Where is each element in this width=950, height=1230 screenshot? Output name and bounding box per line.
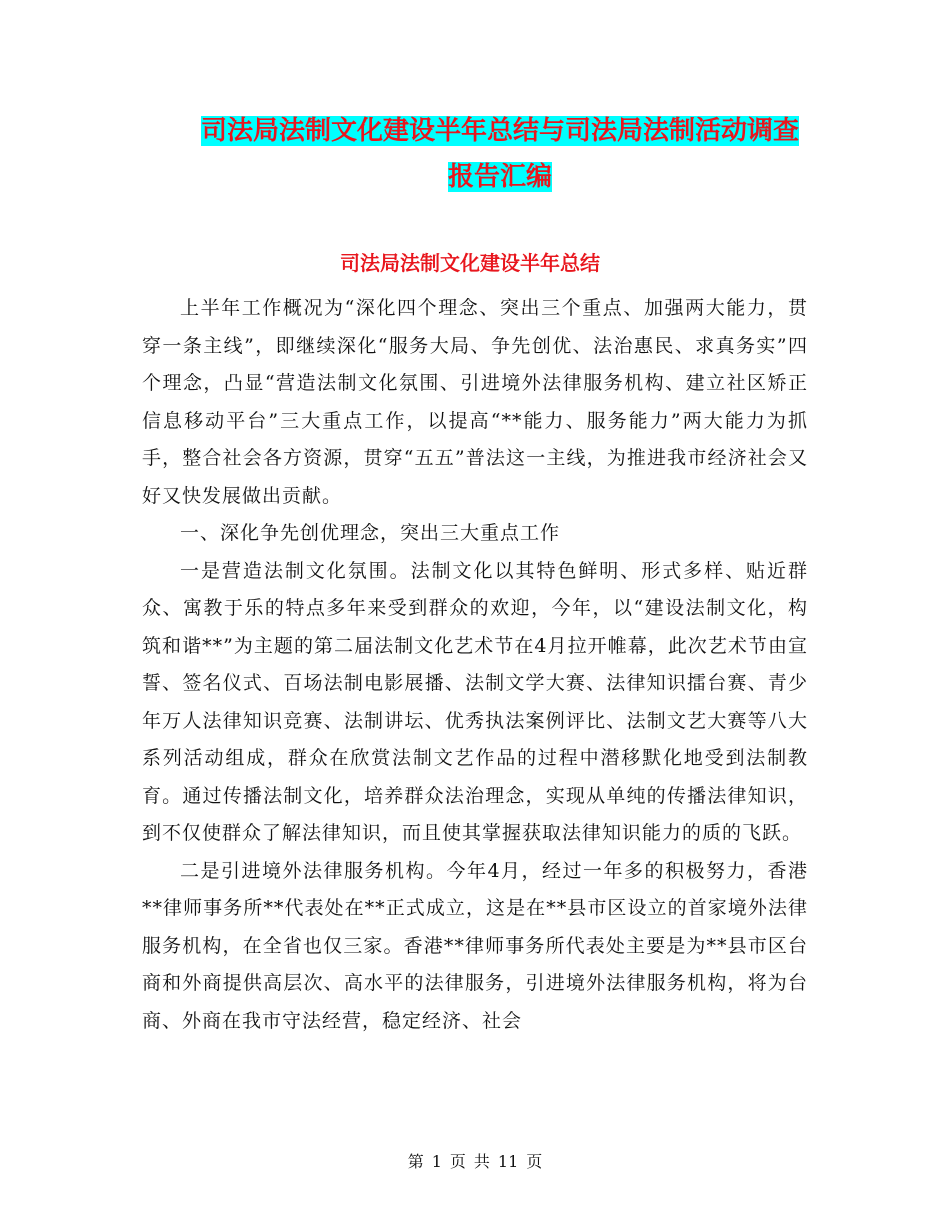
footer-total-pages: 11 (497, 1152, 519, 1171)
footer-page-mid: 页 (449, 1152, 466, 1171)
document-body (142, 290, 808, 1040)
document-title-line-1 (140, 108, 860, 154)
paragraph: 上半年工作概况为“深化四个理念、突出三个重点、加强两大能力，贯穿一条主线”，即继续深化“服务大局、争先创优、法治惠民、求真务实”四个理念，凸显“营造法制文化氛围、引进境外法律服务机构、建立社区矫正信息移动平台”三大重点工作，以提高“**能力、服务能力”两大能力为抓手，整合社会各方资源，贯穿“五五”普法这一主线，为推进我市经济社会又好又快发展做出贡献。 (142, 297, 808, 507)
footer-total-prefix: 共 (473, 1152, 490, 1171)
document-title (140, 108, 860, 200)
section-title: 司法局法制文化建设半年总结 (340, 251, 600, 275)
title-line-2-text: 报告汇编 (447, 162, 552, 192)
footer-total-suffix: 页 (526, 1152, 543, 1171)
paragraph-heading: 一、深化争先创优理念，突出三大重点工作 (180, 522, 561, 544)
page-footer (0, 1150, 950, 1174)
paragraph: 一是营造法制文化氛围。法制文化以其特色鲜明、形式多样、贴近群众、寓教于乐的特点多年来受到群众的欢迎，今年，以“建设法制文化，构筑和谐**”为主题的第二届法制文化艺术节在4月拉开帷幕，此次艺术节由宣誓、签名仪式、百场法制电影展播、法制文学大赛、法律知识擂台赛、青少年万人法律知识竞赛、法制讲坛、优秀执法案例评比、法制文艺大赛等八大系列活动组成，群众在欣赏法制文艺作品的过程中潜移默化地受到法制教育。通过传播法制文化，培养群众法治理念，实现从单纯的传播法律知识，到不仅使群众了解法律知识，而且使其掌握获取法律知识能力的质的飞跃。 (142, 559, 808, 844)
document-title-line-2 (140, 154, 860, 200)
paragraph: 二是引进境外法律服务机构。今年4月，经过一年多的积极努力，香港**律师事务所**代表处在**正式成立，这是在**县市区设立的首家境外法律服务机构，在全省也仅三家。香港**律师事务所代表处主要是为**县市区台商和外商提供高层次、高水平的法律服务，引进境外法律服务机构，将为台商、外商在我市守法经营，稳定经济、社会 (142, 859, 808, 1032)
footer-page-number: 1 (431, 1152, 442, 1171)
title-line-1-text: 司法局法制文化建设半年总结与司法局法制活动调查 (200, 116, 799, 146)
footer-page-prefix: 第 (407, 1152, 424, 1171)
